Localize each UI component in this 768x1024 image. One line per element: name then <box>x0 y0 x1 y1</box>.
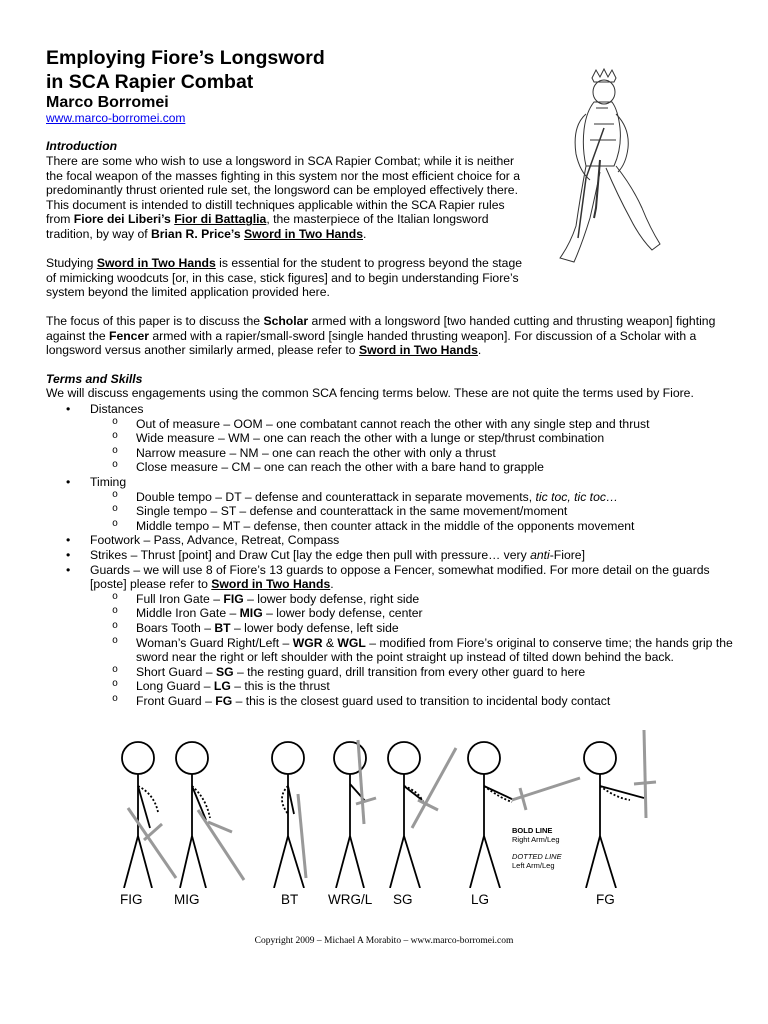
guard-abbr: LG <box>213 679 231 694</box>
period: . <box>330 577 334 592</box>
list-item: o Narrow measure – NM – one can reach the other with only a thrust <box>90 446 736 461</box>
guard-abbr: SG <box>215 664 234 679</box>
guard-abbr: WGR <box>292 635 323 650</box>
list-item: o Close measure – CM – one can reach the other with a bare hand to grapple <box>90 460 736 475</box>
figure-label: FG <box>596 892 615 907</box>
focus-text: armed with a longsword [two handed cutting and thrusting weapon] fighting against the <box>46 314 716 343</box>
guard-desc: – lower body defense, center <box>262 606 423 621</box>
intro-text: There are some who wish to use a longsword in SCA Rapier Combat; while it is neither the focal weapon of the masses fighting in this system nor the most efficient choice for a predominantly thrust oriented rule set, the longsword can be employed effectively there. This document is intended to distill techniques applicable within the SCA Rapier rules from <box>46 154 520 227</box>
figure-label: MIG <box>174 892 200 907</box>
author-name: Marco Borromei <box>46 94 169 111</box>
legend-bold-text: Right Arm/Leg <box>512 835 560 844</box>
stick-figure-mig <box>176 742 210 888</box>
list-item <box>46 402 736 475</box>
fencer-term: Fencer <box>109 328 149 343</box>
list-item <box>46 475 736 533</box>
fiore-name: Fiore dei Liberi’s <box>73 212 171 227</box>
guard-name: Boars Tooth – <box>136 620 215 635</box>
period: . <box>362 226 367 241</box>
book-title: Sword in Two Hands <box>96 256 216 270</box>
list-item <box>90 490 736 505</box>
guard-abbr: MIG <box>239 606 263 621</box>
figure-label: SG <box>393 892 413 907</box>
guard-stick-figures <box>0 728 768 888</box>
book-title: Sword in Two Hands <box>358 343 478 358</box>
figure-label: LG <box>471 892 490 907</box>
guard-name: Front Guard – <box>136 693 216 708</box>
guard-name: Middle Iron Gate – <box>136 606 240 621</box>
legend-bold-title: BOLD LINE <box>512 826 553 835</box>
guard-abbr: BT <box>214 620 231 635</box>
list-item: o Wide measure – WM – one can reach the other with a lunge or step/thrust combination <box>90 431 736 446</box>
list-item <box>90 592 736 607</box>
legend-dotted <box>512 852 562 870</box>
figure-label: WRG/L <box>328 892 373 907</box>
introduction-heading: Introduction <box>46 139 118 153</box>
guard-desc: – this is the closest guard used to transition to incidental body contact <box>232 693 611 708</box>
list-item: o Out of measure – OOM – one combatant cannot reach the other with any single step and thrust <box>90 417 736 432</box>
guard-name: Short Guard – <box>136 664 216 679</box>
period: . <box>477 343 482 358</box>
king-woodcut-illustration <box>556 68 668 268</box>
guard-desc: – modified from Fiore’s original to conserve time; the hands grip the sword near the right or left shoulder with the point straight up instead of tilted down behind the back. <box>136 635 733 665</box>
list-item <box>90 606 736 621</box>
title-line-2: in SCA Rapier Combat <box>46 71 254 93</box>
timing-italic: tic toc, tic toc… <box>535 489 619 504</box>
timing-label: Timing <box>90 474 127 489</box>
focus-text: armed with a rapier/small-sword [single handed thrusting weapon]. For discussion of a Scholar with a longsword versus another similarly armed, please refer to <box>46 328 697 358</box>
terms-intro: We will discuss engagements using the common SCA fencing terms below. These are not quite the terms used by Fiore. <box>46 386 694 400</box>
list-item <box>90 694 736 709</box>
introduction-paragraph-2 <box>46 256 526 300</box>
guard-abbr: FIG <box>223 591 244 606</box>
guard-name: Long Guard – <box>136 679 214 694</box>
focus-paragraph <box>46 314 736 358</box>
intro-text: is essential for the student to progress beyond the stage of mimicking woodcuts [or, in this case, stick figures] and to begin understanding Fiore’s system beyond the limited application provided here. <box>46 256 523 300</box>
introduction-paragraph-1 <box>46 154 526 242</box>
list-item: • Footwork – Pass, Advance, Retreat, Compass <box>46 533 736 548</box>
guard-name: Woman’s Guard Right/Left – <box>136 635 293 650</box>
book-title: Sword in Two Hands <box>211 577 331 592</box>
strikes-text: -Fiore] <box>549 547 585 562</box>
book-title: Sword in Two Hands <box>244 226 363 241</box>
guard-abbr: WGL <box>337 635 366 650</box>
list-item: o Middle tempo – MT – defense, then counter attack in the middle of the opponents movement <box>90 519 736 534</box>
guard-abbr: FG <box>215 693 233 708</box>
guard-desc: – lower body defense, right side <box>243 591 420 606</box>
list-item <box>90 636 736 665</box>
title-line-1: Employing Fiore’s Longsword <box>46 47 325 69</box>
document-title <box>46 46 325 94</box>
timing-text: Double tempo – DT – defense and counterattack in separate movements, <box>136 489 536 504</box>
website-link[interactable]: www.marco-borromei.com <box>46 111 186 125</box>
figure-label: BT <box>281 892 299 907</box>
stick-figure-lg <box>468 742 514 888</box>
legend-bold <box>512 826 560 844</box>
list-item <box>90 679 736 694</box>
ampersand: & <box>322 635 338 650</box>
copyright-footer: Copyright 2009 – Michael A Morabito – www.marco-borromei.com <box>254 936 514 946</box>
guard-name: Full Iron Gate – <box>136 591 224 606</box>
scholar-term: Scholar <box>263 314 309 328</box>
guards-text: Guards – we will use 8 of Fiore’s 13 guards to oppose a Fencer, somewhat modified. For more detail on the guards [poste] please refer to <box>90 562 710 592</box>
terms-heading: Terms and Skills <box>46 372 143 386</box>
guard-desc: – the resting guard, drill transition from every other guard to here <box>233 664 586 679</box>
legend-dotted-title: DOTTED LINE <box>512 852 562 861</box>
strikes-italic: anti <box>530 547 550 562</box>
list-item <box>46 563 736 709</box>
intro-text: Studying <box>46 256 97 270</box>
price-name: Brian R. Price’s <box>151 226 241 241</box>
list-item <box>90 621 736 636</box>
stick-figure-fig <box>122 742 158 888</box>
focus-text: The focus of this paper is to discuss the <box>46 314 264 328</box>
legend-dotted-text: Left Arm/Leg <box>512 861 555 870</box>
stick-figure-fg <box>584 742 644 888</box>
guard-desc: – this is the thrust <box>230 679 330 694</box>
list-item <box>46 548 736 563</box>
intro-text: , the masterpiece of the Italian longsword tradition, by way of <box>46 212 489 241</box>
list-item: o Single tempo – ST – defense and counterattack in the same movement/moment <box>90 504 736 519</box>
terms-list <box>46 402 736 708</box>
fior-di-battaglia-title: Fior di Battaglia <box>174 212 267 227</box>
figure-label: FIG <box>120 892 143 907</box>
list-item <box>90 665 736 680</box>
guard-desc: – lower body defense, left side <box>230 620 399 635</box>
distances-label: Distances <box>90 402 144 416</box>
strikes-text: Strikes – Thrust [point] and Draw Cut [lay the edge then pull with pressure… very <box>90 547 531 562</box>
